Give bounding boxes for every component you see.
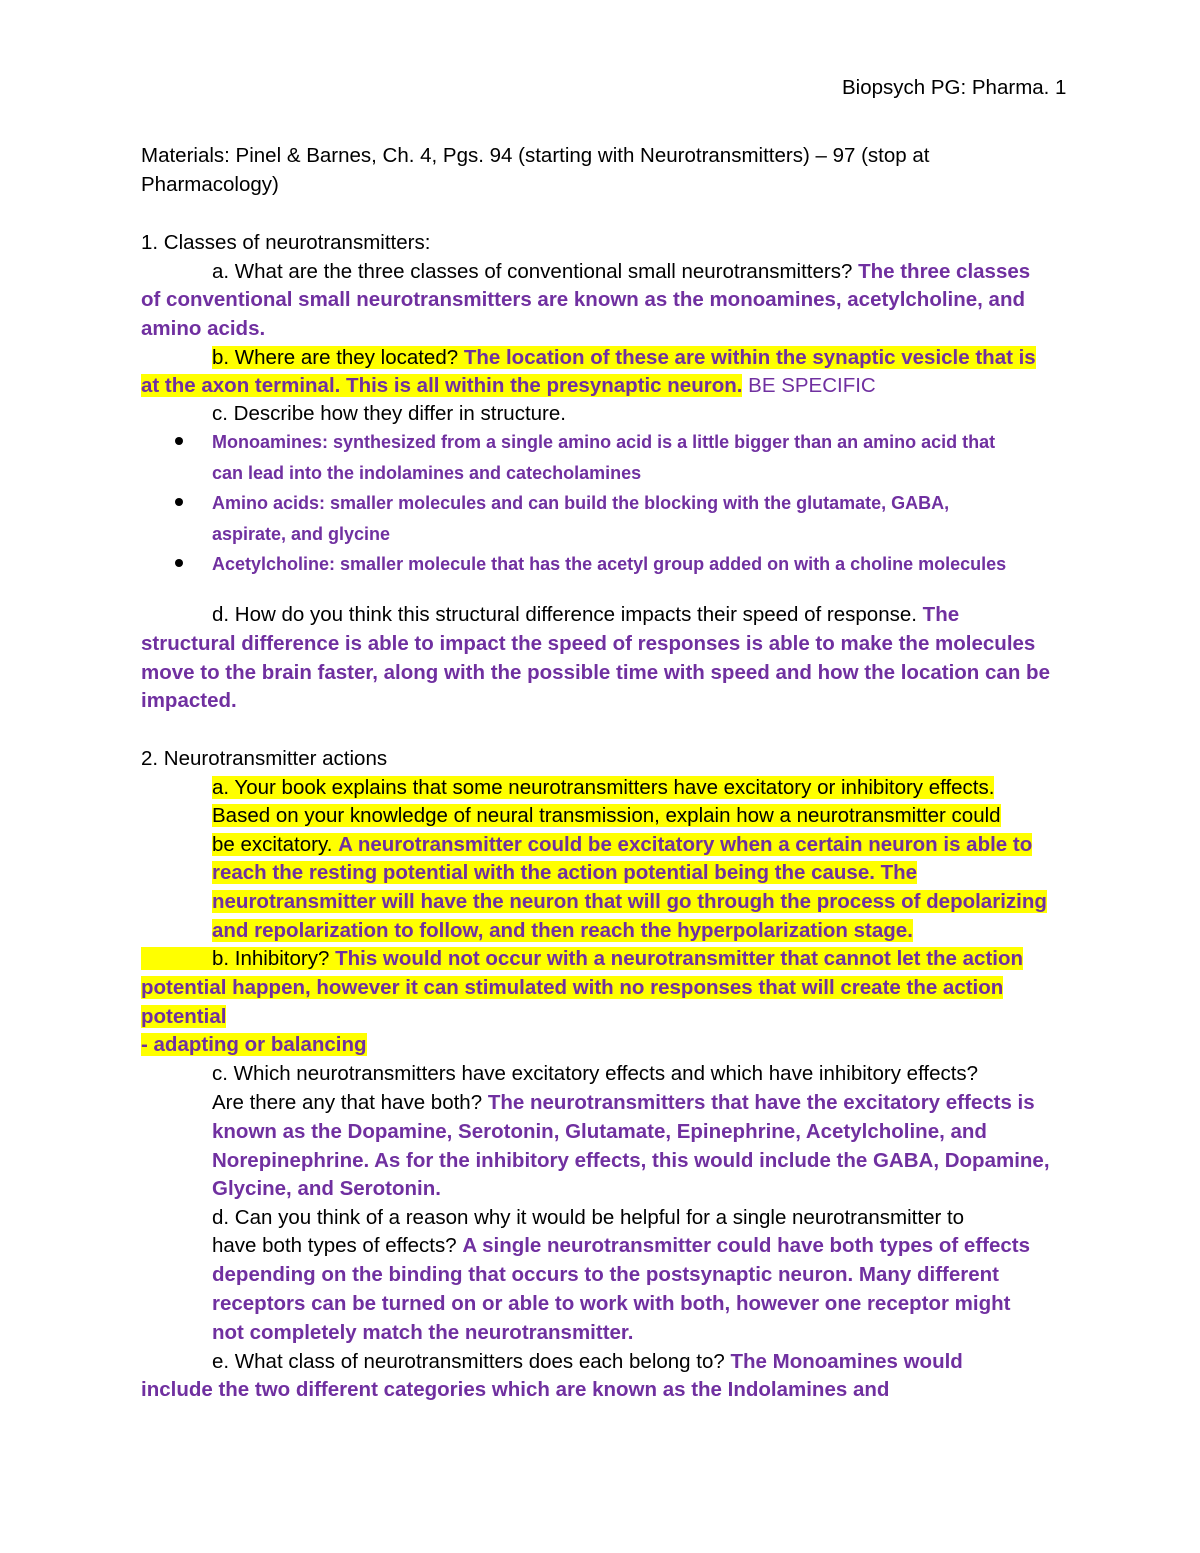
q2a-answer-text: reach the resting potential with the action potential being the cause. The [212, 861, 918, 884]
q1b-answer: The location of these are within the synaptic vesicle that is [463, 346, 1036, 369]
materials-line: Materials: Pinel & Barnes, Ch. 4, Pgs. 94 (starting with Neurotransmitters) – 97 (stop at [141, 144, 930, 167]
bullet-icon [175, 559, 183, 567]
q2a-answer: A neurotransmitter could be excitatory when a certain neuron is able to [338, 833, 1033, 856]
q1d-question: d. How do you think this structural difference impacts their speed of response. [212, 603, 917, 626]
q1a-line [212, 258, 1030, 286]
list-item-cont: can lead into the indolamines and catecholamines [212, 463, 642, 483]
q1d-answer-cont: structural difference is able to impact the speed of responses is able to make the molecules [141, 632, 1036, 655]
q2d-question: d. Can you think of a reason why it would be helpful for a single neurotransmitter to [212, 1206, 965, 1229]
q1-heading: 1. Classes of neurotransmitters: [141, 231, 431, 254]
q1d-answer-end: impacted. [141, 689, 237, 712]
q1d-answer-cont: move to the brain faster, along with the possible time with speed and how the location can be [141, 661, 1050, 684]
q2c-answer-end: Glycine, and Serotonin. [212, 1177, 441, 1200]
q1b-question: b. Where are they located? [212, 346, 459, 369]
q1b-answer-cont: at the axon terminal. This is all within the presynaptic neuron. [141, 374, 743, 397]
q2b-answer-end [141, 1031, 367, 1059]
q1a-answer-cont: of conventional small neurotransmitters are known as the monoamines, acetylcholine, and [141, 288, 1026, 311]
q2a-question-end: be excitatory. [212, 833, 333, 856]
q2e-question: e. What class of neurotransmitters does each belong to? [212, 1350, 725, 1373]
list-item-cont: aspirate, and glycine [212, 524, 391, 544]
q2-heading: 2. Neurotransmitter actions [141, 747, 388, 770]
q1a-answer: The three classes [858, 260, 1031, 283]
q2a-question-cont [212, 802, 1001, 830]
q2d-answer-cont: depending on the binding that occurs to the postsynaptic neuron. Many different [212, 1263, 999, 1286]
q2b-answer-text: - adapting or balancing [141, 1033, 367, 1056]
list-item: Acetylcholine: smaller molecule that has the acetyl group added on with a choline molecules [212, 554, 1007, 574]
bullet-icon [175, 498, 183, 506]
q2c-question: c. Which neurotransmitters have excitatory effects and which have inhibitory effects? [212, 1062, 979, 1085]
q1b-line-cont [141, 372, 876, 400]
q1b-note: BE SPECIFIC [748, 374, 876, 397]
q2b-answer: This would not occur with a neurotransmitter that cannot let the action [335, 947, 1024, 970]
materials-line-cont: Pharmacology) [141, 173, 279, 196]
q2b-answer-text: potential [141, 1005, 227, 1028]
q2a-question-text: Based on your knowledge of neural transmission, explain how a neurotransmitter could [212, 804, 1001, 827]
q2a-answer-end [212, 917, 913, 945]
q2a-answer-text: and repolarization to follow, and then reach the hyperpolarization stage. [212, 919, 913, 942]
q2b-question: b. Inhibitory? [141, 947, 329, 970]
bullet-icon [175, 437, 183, 445]
page-header: Biopsych PG: Pharma. 1 [842, 76, 1067, 99]
q2d-answer-end: not completely match the neurotransmitter. [212, 1321, 634, 1344]
q2d-answer: A single neurotransmitter could have both types of effects [462, 1234, 1031, 1257]
q2e-answer-cont: include the two different categories which are known as the Indolamines and [141, 1378, 890, 1401]
list-item: Amino acids: smaller molecules and can build the blocking with the glutamate, GABA, [212, 493, 950, 513]
q2c-question-end: Are there any that have both? [212, 1091, 483, 1114]
q2a-line [212, 831, 1032, 859]
q2c-answer-cont: Norepinephrine. As for the inhibitory effects, this would include the GABA, Dopamine, [212, 1149, 1050, 1172]
q2c-line [212, 1089, 1035, 1117]
list-item: Monoamines: synthesized from a single amino acid is a little bigger than an amino acid that [212, 432, 996, 452]
q2a-answer-cont [212, 859, 917, 887]
q1c-question: c. Describe how they differ in structure. [212, 402, 566, 425]
q2b-answer-text: potential happen, however it can stimulated with no responses that will create the action [141, 976, 1004, 999]
q1b-line [212, 344, 1036, 372]
q2d-answer-cont: receptors can be turned on or able to work with both, however one receptor might [212, 1292, 1011, 1315]
q2b-line [141, 945, 1023, 973]
q2a-answer-text: neurotransmitter will have the neuron that will go through the process of depolarizing [212, 890, 1047, 913]
q2a-question-text: a. Your book explains that some neurotransmitters have excitatory or inhibitory effects. [212, 776, 995, 799]
q2b-answer-cont [141, 1003, 226, 1031]
q1d-line [212, 601, 959, 629]
q2e-line [212, 1348, 963, 1376]
q2b-answer-cont [141, 974, 1003, 1002]
q2d-question-end: have both types of effects? [212, 1234, 457, 1257]
q2a-answer-cont [212, 888, 1047, 916]
q2a-question [212, 774, 994, 802]
q2d-line [212, 1232, 1030, 1260]
q1a-question: a. What are the three classes of conventional small neurotransmitters? [212, 260, 853, 283]
q2e-answer: The Monoamines would [730, 1350, 963, 1373]
q1d-answer: The [922, 603, 960, 626]
q1a-answer-end: amino acids. [141, 317, 266, 340]
q2c-answer: The neurotransmitters that have the excitatory effects is [487, 1091, 1035, 1114]
q2c-answer-cont: known as the Dopamine, Serotonin, Glutamate, Epinephrine, Acetylcholine, and [212, 1120, 987, 1143]
